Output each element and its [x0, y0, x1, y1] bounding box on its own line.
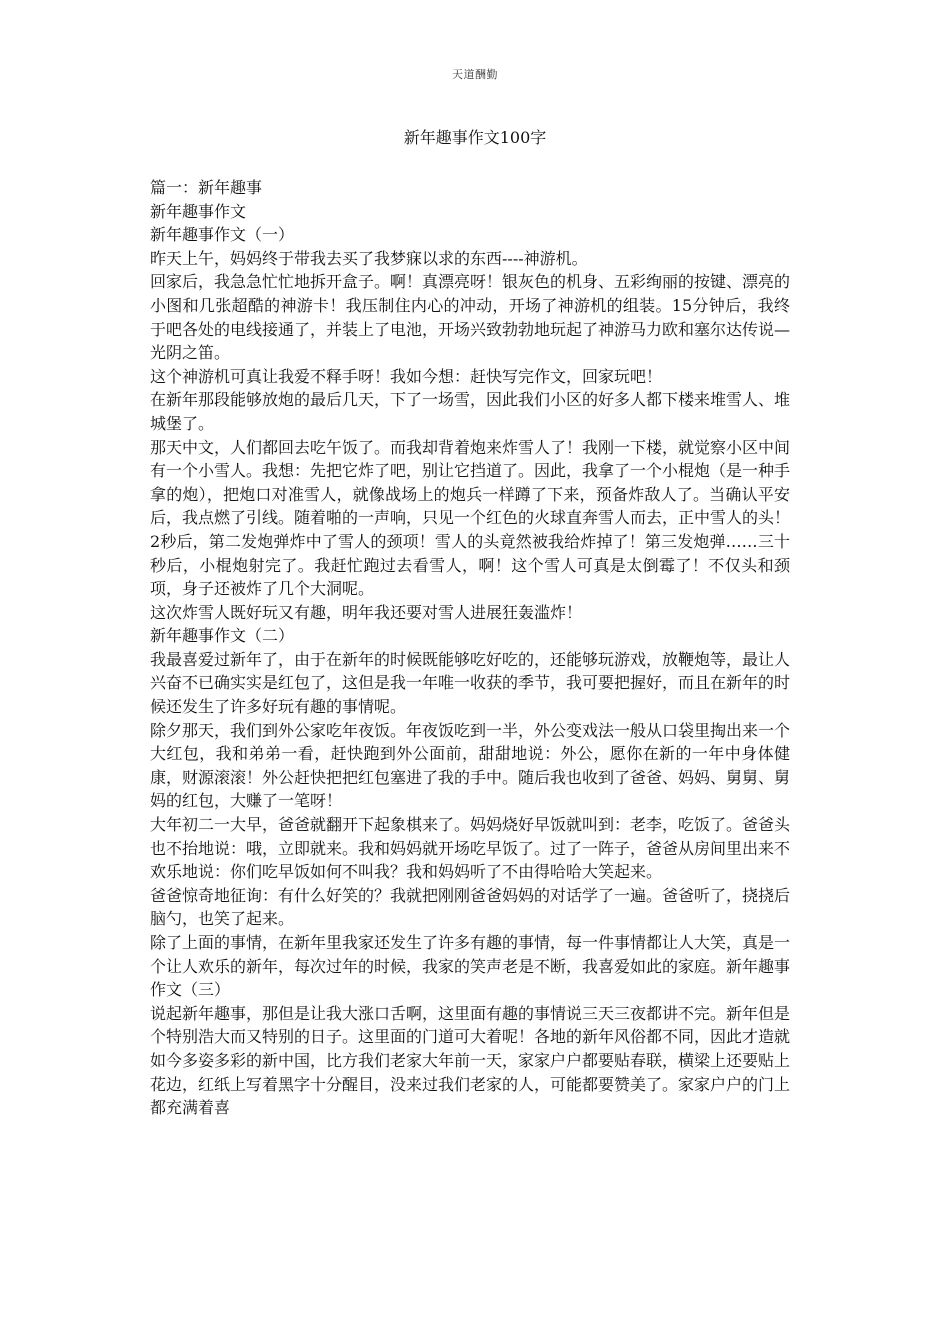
paragraph: 这个神游机可真让我爱不释手呀！我如今想：赶快写完作文，回家玩吧！ — [150, 366, 663, 386]
paragraph-section-heading: 篇一：新年趣事 — [150, 178, 263, 197]
page-header: 天道酬勤 — [452, 68, 498, 81]
paragraph: 爸爸惊奇地征询：有什么好笑的？我就把刚刚爸爸妈妈的对话学了一遍。爸爸听了，挠挠后脑勺，也笑了起来。 — [150, 885, 791, 929]
paragraph: 大年初二一大早，爸爸就翻开下起象棋来了。妈妈烧好早饭就叫到：老李，吃饭了。爸爸头也不抬地说：哦，立即就来。我和妈妈就开场吃早饭了。过了一阵子，爸爸从房间里出来不欢乐地说：你们吃早饭如何不叫我？我和妈妈听了不由得哈哈大笑起来。 — [150, 815, 791, 882]
paragraph: 除夕那天，我们到外公家吃年夜饭。年夜饭吃到一半，外公变戏法一般从口袋里掏出来一个大红包，我和弟弟一看，赶快跑到外公面前，甜甜地说：外公，愿你在新的一年中身体健康，财源滚滚！外公赶快把把红包塞进了我的手中。随后我也收到了爸爸、妈妈、舅舅、舅妈的红包，大赚了一笔呀！ — [150, 720, 791, 811]
paragraph-subheading: 新年趣事作文 — [150, 201, 247, 221]
document-body — [150, 176, 790, 1120]
paragraph: 这次炸雪人既好玩又有趣，明年我还要对雪人进展狂轰滥炸！ — [150, 602, 583, 622]
paragraph-essay-heading-2: 新年趣事作文（二） — [150, 626, 295, 646]
paragraph: 说起新年趣事，那但是让我大涨口舌啊，这里面有趣的事情说三天三夜都讲不完。新年但是个特别浩大而又特别的日子。这里面的门道可大着呢！各地的新年风俗都不同，因此才造就如今多姿多彩的新中国，比方我们老家大年前一天，家家户户都要贴春联，横梁上还要贴上花边，红纸上写着黑字十分醒目，没来过我们老家的人，可能都要赞美了。家家户户的门上都充满着喜 — [150, 1003, 791, 1118]
paragraph: 我最喜爱过新年了，由于在新年的时候既能够吃好吃的，还能够玩游戏，放鞭炮等，最让人兴奋不已确实实是红包了，这但是我一年唯一收获的季节，我可要把握好，而且在新年的时候还发生了许多好玩有趣的事情呢。 — [150, 649, 791, 717]
document-title: 新年趣事作文100字 — [403, 128, 547, 147]
paragraph: 在新年那段能够放炮的最后几天，下了一场雪，因此我们小区的好多人都下楼来堆雪人、堆城堡了。 — [150, 390, 791, 433]
paragraph: 那天中文，人们都回去吃午饭了。而我却背着炮来炸雪人了！我刚一下楼，就觉察小区中间有一个小雪人。我想：先把它炸了吧，别让它挡道了。因此，我拿了一个小棍炮（是一种手拿的炮），把炮口对准雪人，就像战场上的炮兵一样蹲了下来，预备炸敌人了。当确认平安后，我点燃了引线。随着啪的一声响，只见一个红色的火球直奔雪人而去，正中雪人的头！2秒后，第二发炮弹炸中了雪人的颈项！雪人的头竟然被我给炸掉了！第三发炮弹……三十秒后，小棍炮射完了。我赶忙跑过去看雪人，啊！这个雪人可真是太倒霉了！不仅头和颈项，身子还被炸了几个大洞呢。 — [150, 437, 791, 599]
paragraph: 昨天上午，妈妈终于带我去买了我梦寐以求的东西----神游机。 — [150, 248, 588, 268]
paragraph: 除了上面的事情，在新年里我家还发生了许多有趣的事情，每一件事情都让人大笑，真是一个让人欢乐的新年，每次过年的时候，我家的笑声老是不断，我喜爱如此的家庭。新年趣事作文（三） — [150, 933, 791, 1000]
paragraph: 回家后，我急急忙忙地拆开盒子。啊！真漂亮呀！银灰色的机身、五彩绚丽的按键、漂亮的小图和几张超酷的神游卡！我压制住内心的冲动，开场了神游机的组装。15分钟后，我终于吧各处的电线接通了，并装上了电池，开场兴致勃勃地玩起了神游马力欧和塞尔达传说—光阴之笛。 — [150, 272, 791, 363]
paragraph-essay-heading-1: 新年趣事作文（一） — [150, 225, 295, 245]
